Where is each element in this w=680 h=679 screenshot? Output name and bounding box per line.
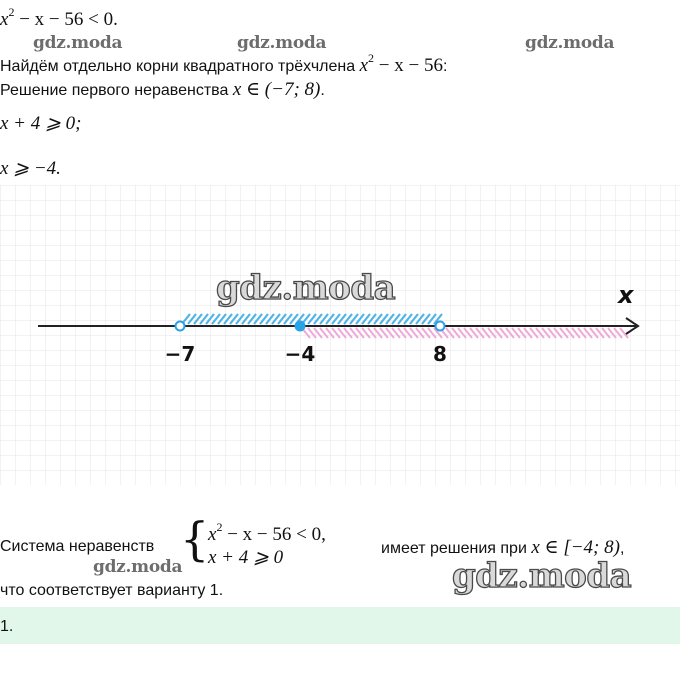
system-brace: {: [180, 512, 210, 566]
answer-box: [0, 607, 680, 644]
math-base: x: [359, 55, 369, 76]
conclusion-text: что соответствует варианту 1.: [0, 582, 224, 599]
closed-point: [296, 322, 305, 331]
solution-math: x ∈ (−7; 8): [232, 79, 321, 100]
punctuation: :: [442, 58, 448, 75]
suffix-math: x ∈ [−4; 8): [531, 537, 620, 558]
answer-text: 1.: [0, 618, 14, 635]
system-row-1: [208, 520, 326, 546]
watermark: gdz.moda: [93, 557, 183, 577]
inequality-line-1: [0, 5, 118, 31]
second-inequality-solution: x ⩾ −4.: [0, 158, 61, 179]
point-label: 8: [433, 342, 447, 366]
roots-intro-text: Найдём отдельно корни квадратного трёхчлена: [0, 58, 360, 75]
math-base: x: [208, 524, 217, 545]
math-rest: − x − 56: [374, 55, 443, 76]
second-inequality: x + 4 ⩾ 0;: [0, 113, 82, 134]
axis-label: x: [618, 281, 634, 309]
suffix-text: имеет решения при: [381, 540, 532, 557]
open-point: [436, 322, 445, 331]
math-exponent: 2: [368, 51, 375, 65]
math-exponent: 2: [8, 5, 15, 19]
math-base: x: [0, 9, 9, 30]
system-row-2: x + 4 ⩾ 0: [208, 547, 284, 568]
watermark: gdz.moda: [237, 33, 327, 53]
point-label: −4: [284, 342, 316, 366]
punctuation: .: [320, 82, 325, 99]
math-rest: − x − 56 < 0.: [14, 9, 118, 30]
open-point: [176, 322, 185, 331]
point-label: −7: [164, 342, 196, 366]
number-line-figure: [0, 185, 680, 485]
system-prefix: Система неравенств: [0, 538, 155, 555]
solution-text: Решение первого неравенства: [0, 82, 233, 99]
first-inequality-solution: [0, 78, 325, 101]
watermark: gdz.moda: [33, 33, 123, 53]
watermark-large: gdz.moda: [216, 268, 396, 308]
punctuation: ,: [619, 540, 625, 557]
watermark: gdz.moda: [525, 33, 615, 53]
math-rest: − x − 56 < 0,: [222, 524, 326, 545]
watermark-large: gdz.moda: [452, 556, 632, 596]
math-exponent: 2: [216, 520, 223, 534]
roots-intro-line: [0, 51, 447, 77]
